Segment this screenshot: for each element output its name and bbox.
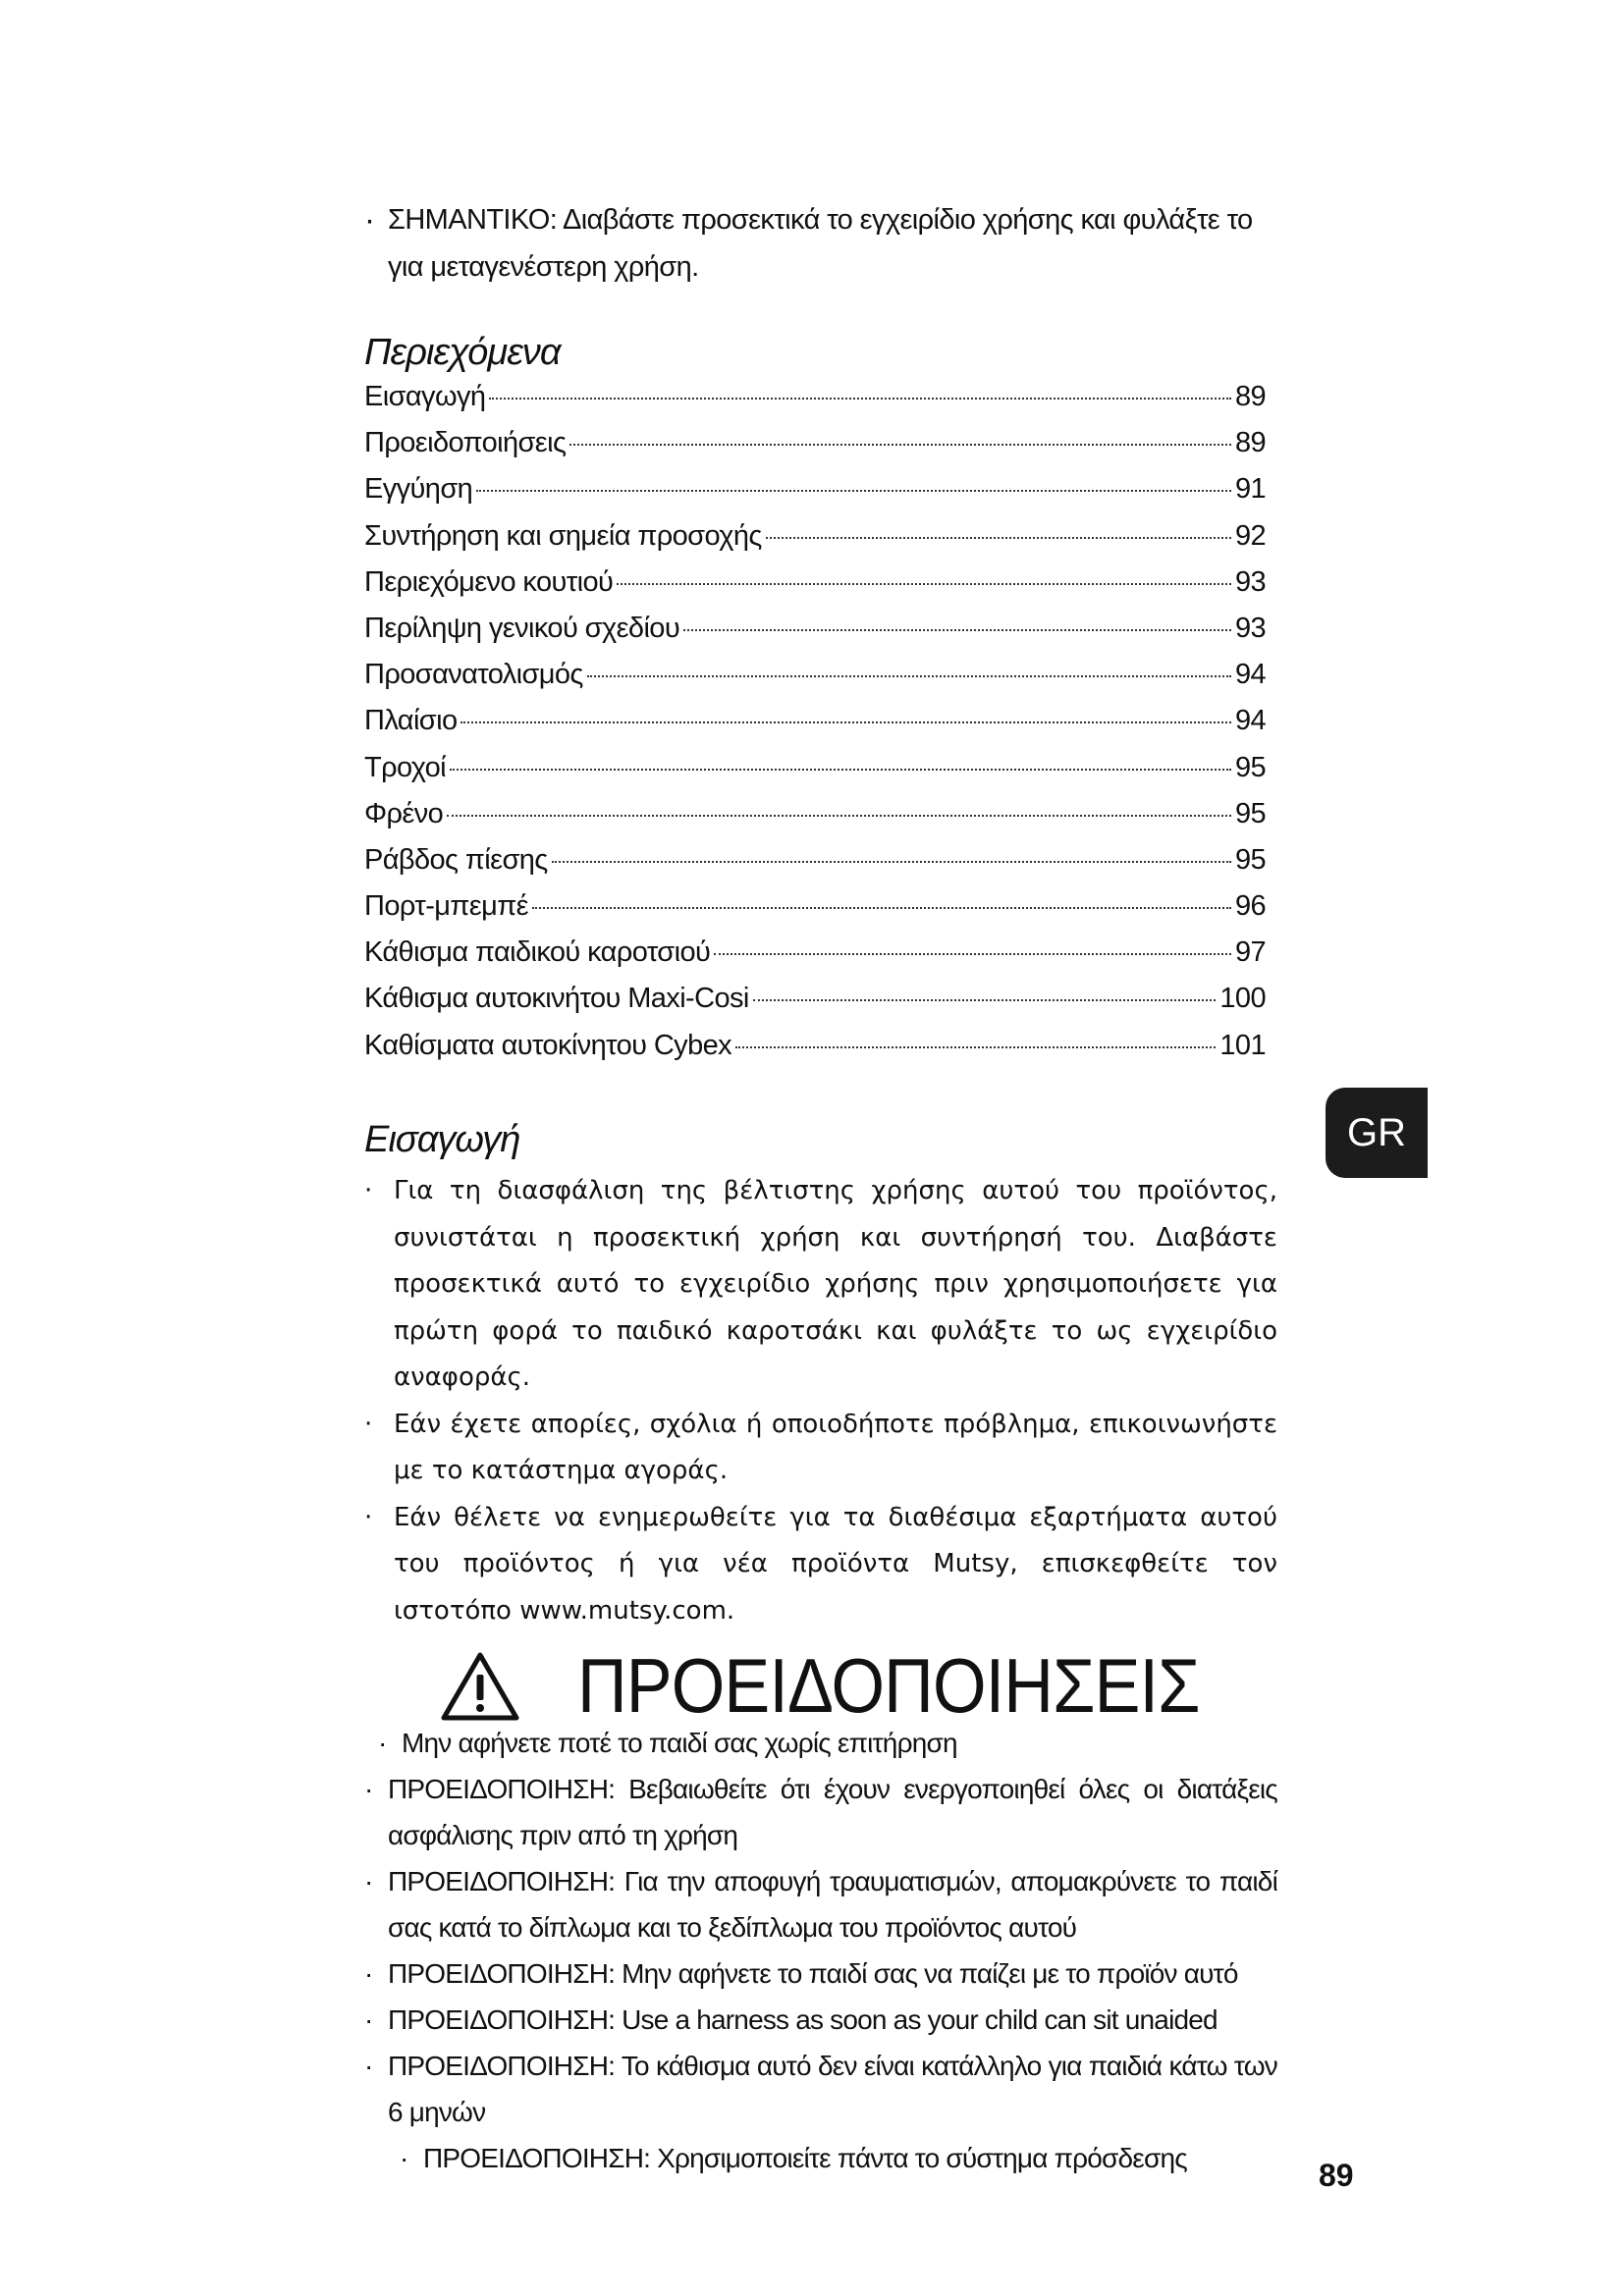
toc-entry-label: Περιεχόμενο κουτιού bbox=[364, 565, 614, 598]
dot-leader bbox=[552, 861, 1231, 863]
intro-heading: Εισαγωγή bbox=[364, 1119, 520, 1160]
toc-entry-page: 95 bbox=[1234, 843, 1266, 876]
warning-item: · ΠΡΟΕΙΔΟΠΟΙΗΣΗ: Για την αποφυγή τραυματισμών, απομακρύνετε το παιδί σας κατά το δίπλωμα και το ξεδίπλωμα του προϊόντος αυτού bbox=[364, 1858, 1277, 1950]
toc-entry-label: Εισαγωγή bbox=[364, 381, 486, 412]
toc-entry[interactable] bbox=[364, 520, 1266, 566]
dot-leader bbox=[450, 769, 1231, 771]
toc-entry[interactable] bbox=[364, 844, 1266, 890]
warning-triangle-icon bbox=[440, 1651, 520, 1722]
dot-leader bbox=[753, 999, 1217, 1001]
toc-entry[interactable] bbox=[364, 798, 1266, 844]
toc-entry-page: 95 bbox=[1234, 797, 1266, 829]
table-of-contents bbox=[364, 381, 1266, 1076]
warning-item: · ΠΡΟΕΙΔΟΠΟΙΗΣΗ: Use a harness as soon as your child can sit unaided bbox=[364, 1997, 1277, 2043]
language-tab[interactable]: GR bbox=[1326, 1088, 1428, 1178]
toc-entry-label: Συντήρηση και σημεία προσοχής bbox=[364, 519, 762, 552]
toc-entry[interactable] bbox=[364, 752, 1266, 798]
toc-entry[interactable] bbox=[364, 473, 1266, 519]
intro-item: · Εάν έχετε απορίες, σχόλια ή οποιοδήποτε πρόβλημα, επικοινωνήστε με το κατάστημα αγοράς. bbox=[364, 1402, 1277, 1495]
toc-entry[interactable] bbox=[364, 566, 1266, 613]
intro-list bbox=[364, 1168, 1277, 1634]
toc-entry-label: Κάθισμα αυτοκινήτου Maxi-Cosi bbox=[364, 983, 749, 1015]
toc-entry-label: Πλαίσιο bbox=[364, 705, 458, 737]
toc-entry-label: Καθίσματα αυτοκίνητου Cybex bbox=[364, 1029, 732, 1061]
toc-entry[interactable] bbox=[364, 983, 1266, 1029]
toc-entry[interactable] bbox=[364, 705, 1266, 751]
toc-entry-page: 96 bbox=[1234, 890, 1266, 923]
dot-leader bbox=[532, 907, 1231, 909]
toc-entry-label: Ράβδος πίεσης bbox=[364, 843, 548, 876]
warnings-title: ΠΡΟΕΙΔΟΠΟΙΗΣΕΙΣ bbox=[577, 1642, 1200, 1729]
intro-item: · Για τη διασφάλιση της βέλτιστης χρήσης αυτού του προϊόντος, συνιστάται η προσεκτική χρήση και συντήρησή του. Διαβάστε προσεκτικά αυτό το εγχειρίδιο χρήσης πριν χρησιμοποιήσετε για πρώτη φορά το παιδικό καροτσάκι και φυλάξτε το ως εγχειρίδιο αναφοράς. bbox=[364, 1168, 1277, 1402]
warning-item: · ΠΡΟΕΙΔΟΠΟΙΗΣΗ: Χρησιμοποιείτε πάντα το σύστημα πρόσδεσης bbox=[400, 2135, 1277, 2181]
dot-leader bbox=[766, 537, 1231, 539]
toc-entry[interactable] bbox=[364, 381, 1266, 427]
toc-entry[interactable] bbox=[364, 890, 1266, 936]
toc-entry[interactable] bbox=[364, 936, 1266, 983]
dot-leader bbox=[714, 953, 1231, 955]
toc-heading: Περιεχόμενα bbox=[364, 332, 561, 373]
page-number: 89 bbox=[1319, 2158, 1354, 2193]
toc-entry[interactable] bbox=[364, 659, 1266, 705]
warning-item: · Μην αφήνετε ποτέ το παιδί σας χωρίς επιτήρηση bbox=[378, 1720, 1277, 1766]
important-note-text: ΣΗΜΑΝΤΙΚΟ: Διαβάστε προσεκτικά το εγχειρίδιο χρήσης και φυλάξτε το για μεταγενέστερη χρήση. bbox=[388, 204, 1253, 283]
toc-entry-page: 89 bbox=[1234, 381, 1266, 412]
dot-leader bbox=[569, 444, 1231, 446]
dot-leader bbox=[447, 815, 1231, 817]
warning-item: · ΠΡΟΕΙΔΟΠΟΙΗΣΗ: Βεβαιωθείτε ότι έχουν ενεργοποιηθεί όλες οι διατάξεις ασφάλισης πριν από τη χρήση bbox=[364, 1766, 1277, 1858]
toc-entry-page: 94 bbox=[1234, 705, 1266, 737]
warning-item: · ΠΡΟΕΙΔΟΠΟΙΗΣΗ: Το κάθισμα αυτό δεν είναι κατάλληλο για παιδιά κάτω των 6 μηνών bbox=[364, 2043, 1277, 2135]
toc-entry-label: Περίληψη γενικού σχεδίου bbox=[364, 612, 680, 644]
warnings-list bbox=[364, 1720, 1277, 2181]
dot-leader bbox=[683, 629, 1231, 631]
toc-entry-page: 100 bbox=[1219, 983, 1266, 1015]
toc-entry-page: 89 bbox=[1234, 427, 1266, 459]
toc-entry-page: 101 bbox=[1219, 1029, 1266, 1061]
toc-entry-page: 97 bbox=[1234, 936, 1266, 969]
dot-leader bbox=[587, 675, 1231, 677]
toc-entry[interactable] bbox=[364, 613, 1266, 659]
toc-entry-label: Φρένο bbox=[364, 797, 444, 829]
dot-leader bbox=[489, 398, 1231, 400]
toc-entry-label: Προειδοποιήσεις bbox=[364, 427, 567, 459]
dot-leader bbox=[735, 1046, 1216, 1048]
important-note bbox=[364, 196, 1277, 291]
toc-entry-page: 95 bbox=[1234, 751, 1266, 783]
toc-entry-label: Πορτ-μπεμπέ bbox=[364, 890, 528, 923]
warnings-header bbox=[440, 1641, 1269, 1731]
dot-leader bbox=[460, 721, 1230, 723]
toc-entry-label: Τροχοί bbox=[364, 751, 446, 783]
toc-entry-page: 91 bbox=[1234, 473, 1266, 506]
toc-entry[interactable] bbox=[364, 427, 1266, 473]
toc-entry-page: 92 bbox=[1234, 519, 1266, 552]
toc-entry-page: 94 bbox=[1234, 659, 1266, 691]
toc-entry-label: Προσανατολισμός bbox=[364, 659, 583, 691]
toc-entry-label: Κάθισμα παιδικού καροτσιού bbox=[364, 936, 711, 969]
dot-leader bbox=[617, 583, 1231, 585]
dot-leader bbox=[476, 490, 1231, 492]
toc-entry-page: 93 bbox=[1234, 612, 1266, 644]
intro-item: · Εάν θέλετε να ενημερωθείτε για τα διαθέσιμα εξαρτήματα αυτού του προϊόντος ή για νέα προϊόντα Mutsy, επισκεφθείτε τον ιστοτόπο www.mutsy.com. bbox=[364, 1495, 1277, 1635]
toc-entry-label: Εγγύηση bbox=[364, 473, 473, 506]
warning-item: · ΠΡΟΕΙΔΟΠΟΙΗΣΗ: Μην αφήνετε το παιδί σας να παίζει με το προϊόν αυτό bbox=[364, 1950, 1277, 1997]
toc-entry-page: 93 bbox=[1234, 565, 1266, 598]
toc-entry[interactable] bbox=[364, 1030, 1266, 1076]
bullet: · bbox=[364, 201, 375, 238]
